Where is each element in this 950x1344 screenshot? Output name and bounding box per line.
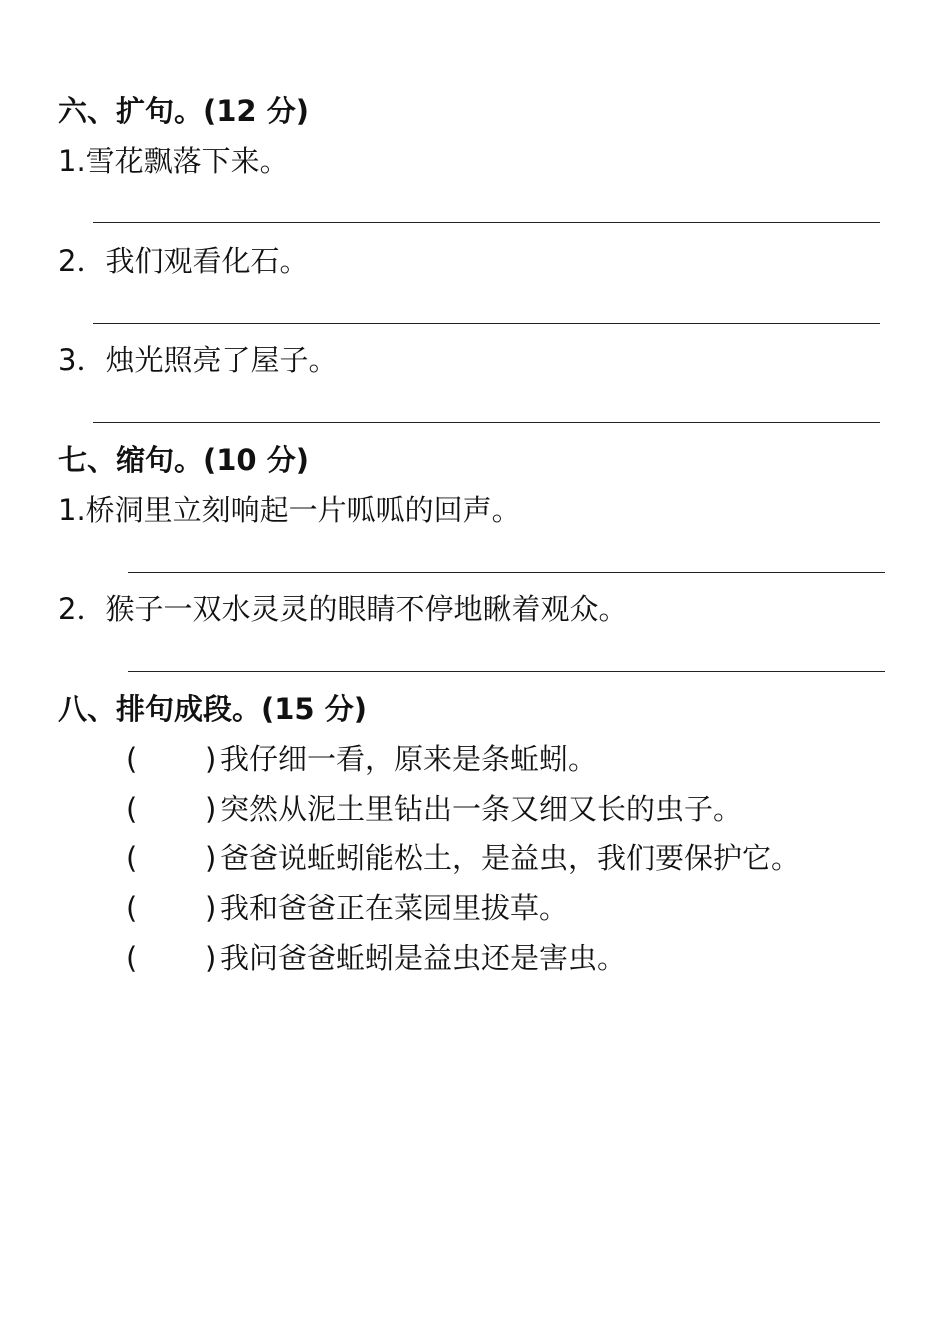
shorten-item-1: 1.桥洞里立刻响起一片呱呱的回声。 [58,493,521,527]
section-8-title: 八、排句成段。(15 分) [58,692,367,726]
ordering-sentence: 突然从泥土里钻出一条又细又长的虫子。 [220,792,743,826]
answer-line-6-3[interactable] [93,422,880,423]
answer-line-6-1[interactable] [93,222,880,223]
ordering-sentence: 我仔细一看，原来是条蚯蚓。 [220,742,598,776]
answer-line-7-1[interactable] [128,572,885,573]
order-blank-open[interactable]: ( [126,891,138,925]
order-blank-close: ) [205,841,217,875]
order-blank-close: ) [205,891,217,925]
ordering-sentence: 我问爸爸蚯蚓是益虫还是害虫。 [220,941,627,975]
order-blank-open[interactable]: ( [126,841,138,875]
answer-line-7-2[interactable] [128,671,885,672]
answer-line-6-2[interactable] [93,323,880,324]
order-blank-open[interactable]: ( [126,742,138,776]
order-blank-close: ) [205,941,217,975]
expand-item-1: 1.雪花飘落下来。 [58,144,289,178]
order-blank-close: ) [205,792,217,826]
shorten-item-2: 2．猴子一双水灵灵的眼睛不停地瞅着观众。 [58,592,628,626]
ordering-sentence: 我和爸爸正在菜园里拔草。 [220,891,569,925]
section-7-title: 七、缩句。(10 分) [58,443,309,477]
ordering-sentence: 爸爸说蚯蚓能松土，是益虫，我们要保护它。 [220,841,801,875]
expand-item-3: 3．烛光照亮了屋子。 [58,343,338,377]
order-blank-open[interactable]: ( [126,792,138,826]
order-blank-close: ) [205,742,217,776]
section-6-title: 六、扩句。(12 分) [58,94,309,128]
order-blank-open[interactable]: ( [126,941,138,975]
expand-item-2: 2．我们观看化石。 [58,244,309,278]
